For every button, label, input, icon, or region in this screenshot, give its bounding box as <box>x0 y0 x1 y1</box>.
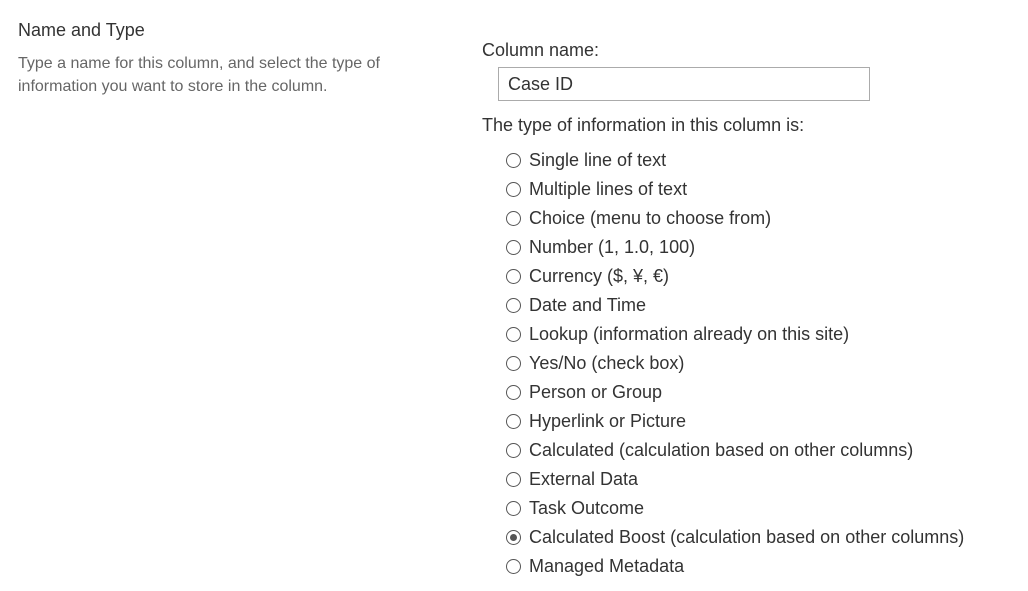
column-type-label: The type of information in this column is: <box>482 115 805 135</box>
radio-button[interactable] <box>506 385 521 400</box>
type-option-single-line-text[interactable] <box>506 146 1012 175</box>
column-type-radio-group <box>506 146 1012 581</box>
type-option-date-time[interactable] <box>506 291 1012 320</box>
type-option-external-data[interactable] <box>506 465 1012 494</box>
type-option-label: Currency ($, ¥, €) <box>529 266 670 286</box>
type-option-label: External Data <box>529 469 639 489</box>
type-option-person-group[interactable] <box>506 378 1012 407</box>
type-option-label: Person or Group <box>529 382 663 402</box>
type-option-calculated-boost[interactable] <box>506 523 1012 552</box>
radio-button-selected[interactable] <box>506 530 521 545</box>
type-option-label: Calculated (calculation based on other columns) <box>529 440 914 460</box>
radio-button[interactable] <box>506 559 521 574</box>
radio-button[interactable] <box>506 501 521 516</box>
radio-button[interactable] <box>506 269 521 284</box>
type-option-label: Task Outcome <box>529 498 645 518</box>
type-option-label: Choice (menu to choose from) <box>529 208 772 228</box>
column-name-input[interactable] <box>498 67 870 101</box>
type-option-label: Lookup (information already on this site) <box>529 324 850 344</box>
type-option-task-outcome[interactable] <box>506 494 1012 523</box>
type-option-number[interactable] <box>506 233 1012 262</box>
type-option-hyperlink-picture[interactable] <box>506 407 1012 436</box>
column-settings-panel <box>482 38 1012 581</box>
type-option-currency[interactable] <box>506 262 1012 291</box>
radio-button[interactable] <box>506 327 521 342</box>
type-option-managed-metadata[interactable] <box>506 552 1012 581</box>
radio-button[interactable] <box>506 240 521 255</box>
type-option-calculated[interactable] <box>506 436 1012 465</box>
radio-button[interactable] <box>506 182 521 197</box>
radio-button[interactable] <box>506 211 521 226</box>
type-option-yes-no[interactable] <box>506 349 1012 378</box>
type-option-label: Hyperlink or Picture <box>529 411 687 431</box>
radio-button[interactable] <box>506 472 521 487</box>
section-description: Type a name for this column, and select the type of information you want to store in the column. <box>18 55 380 95</box>
radio-button[interactable] <box>506 414 521 429</box>
section-title: Name and Type <box>18 20 145 40</box>
type-option-label: Managed Metadata <box>529 556 685 576</box>
radio-button[interactable] <box>506 298 521 313</box>
type-option-label: Multiple lines of text <box>529 179 688 199</box>
type-option-label: Single line of text <box>529 150 667 170</box>
radio-button[interactable] <box>506 356 521 371</box>
radio-button[interactable] <box>506 443 521 458</box>
section-header <box>18 18 438 98</box>
radio-button[interactable] <box>506 153 521 168</box>
type-option-label: Number (1, 1.0, 100) <box>529 237 696 257</box>
column-name-label: Column name: <box>482 40 600 60</box>
type-option-label: Calculated Boost (calculation based on other columns) <box>529 527 965 547</box>
type-option-lookup[interactable] <box>506 320 1012 349</box>
type-option-choice[interactable] <box>506 204 1012 233</box>
type-option-label: Yes/No (check box) <box>529 353 685 373</box>
type-option-multiple-lines-text[interactable] <box>506 175 1012 204</box>
type-option-label: Date and Time <box>529 295 647 315</box>
